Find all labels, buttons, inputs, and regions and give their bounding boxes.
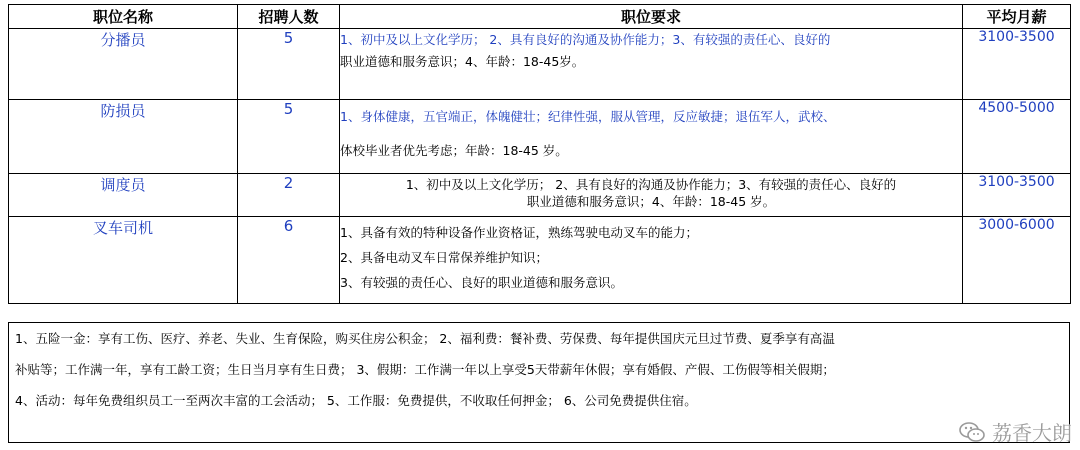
benefits-line: 1、五险一金：享有工伤、医疗、养老、失业、生育保险，购买住房公积金； 2、福利费：餐补费、劳保费、每年提供国庆元旦过节费、夏季享有高温 (15, 331, 835, 346)
requirement-line: 1、具备有效的特种设备作业资格证，熟练驾驶电动叉车的能力； (340, 225, 698, 240)
requirements (340, 217, 963, 304)
header-headcount: 招聘人数 (238, 5, 340, 29)
salary: 3000-6000 (963, 217, 1071, 304)
position-name: 分播员 (9, 29, 238, 100)
position-name: 调度员 (9, 174, 238, 217)
requirement-line: 1、初中及以上文化学历； 2、具有良好的沟通及协作能力；3、有较强的责任心、良好的 (405, 177, 897, 192)
salary: 4500-5000 (963, 100, 1071, 174)
benefits-line: 4、活动：每年免费组织员工一至两次丰富的工会活动； 5、工作服：免费提供，不收取任何押金； 6、公司免费提供住宿。 (15, 393, 697, 408)
position-name: 叉车司机 (9, 217, 238, 304)
table-row (9, 217, 1071, 304)
table-row (9, 29, 1071, 100)
requirements (340, 174, 963, 217)
requirement-line: 3、有较强的责任心、良好的职业道德和服务意识。 (340, 275, 623, 290)
requirement-line: 职业道德和服务意识；4、年龄：18-45岁。 (340, 54, 585, 69)
salary: 3100-3500 (963, 174, 1071, 217)
salary: 3100-3500 (963, 29, 1071, 100)
header-salary: 平均月薪 (963, 5, 1071, 29)
requirement-line: 1、身体健康，五官端正，体魄健壮；纪律性强，服从管理，反应敏捷；退伍军人，武校、 (340, 109, 836, 124)
requirements (340, 100, 963, 174)
header-requirements: 职位要求 (340, 5, 963, 29)
requirement-line: 2、具备电动叉车日常保养维护知识； (340, 250, 548, 265)
requirement-line: 职业道德和服务意识；4、年龄：18-45 岁。 (526, 194, 776, 209)
requirement-line: 体校毕业者优先考虑；年龄：18-45 岁。 (340, 143, 568, 158)
table-row (9, 100, 1071, 174)
requirement-line: 1、初中及以上文化学历； 2、具有良好的沟通及协作能力；3、有较强的责任心、良好的 (340, 32, 831, 47)
position-name: 防损员 (9, 100, 238, 174)
requirements (340, 29, 963, 100)
watermark (958, 417, 1072, 446)
headcount: 2 (238, 174, 340, 217)
wechat-icon (958, 421, 986, 443)
headcount: 5 (238, 100, 340, 174)
benefits-line: 补贴等；工作满一年，享有工龄工资；生日当月享有生日费； 3、假期：工作满一年以上享受5天带薪年休假；享有婚假、产假、工伤假等相关假期； (15, 362, 835, 377)
benefits-box (8, 322, 1070, 443)
headcount: 6 (238, 217, 340, 304)
headcount: 5 (238, 29, 340, 100)
watermark-text: 荔香大朗 (992, 421, 1072, 445)
header-position-name: 职位名称 (9, 5, 238, 29)
table-row (9, 174, 1071, 217)
jobs-table (8, 4, 1071, 304)
table-header-row (9, 5, 1071, 29)
